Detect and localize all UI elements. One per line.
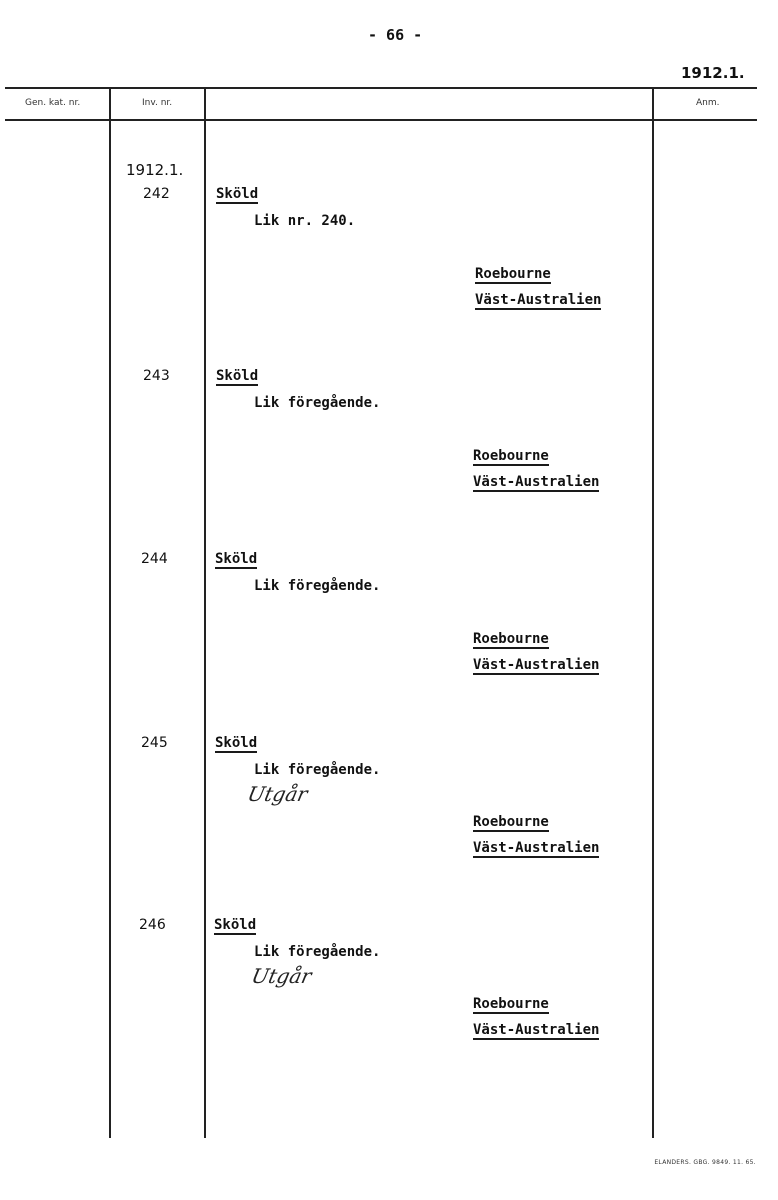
inv-number: 246 [139, 917, 166, 933]
entry-title: Sköld [215, 735, 258, 751]
entry-region: Väst-Australien [473, 474, 600, 490]
column-divider-2 [204, 88, 206, 1138]
entry-title: Sköld [216, 368, 259, 384]
entry-description: Lik föregående. [254, 944, 381, 960]
page-number: - 66 - [368, 26, 423, 44]
printer-mark: ELANDERS. GBG. 9849. 11. 65. [654, 1159, 756, 1166]
handwritten-note: Utgår [245, 782, 310, 806]
inv-number: 242 [143, 186, 170, 202]
column-divider-1 [109, 88, 111, 1138]
column-header-gen-kat: Gen. kat. nr. [25, 98, 81, 108]
header-bottom-rule [5, 119, 757, 121]
entry-title: Sköld [216, 186, 259, 202]
entry-title: Sköld [214, 917, 257, 933]
entry-description: Lik föregående. [254, 762, 381, 778]
entry-place: Roebourne [473, 448, 549, 464]
section-year: 1912.1. [126, 161, 184, 179]
entry-description: Lik nr. 240. [254, 213, 356, 229]
column-divider-3 [652, 88, 654, 1138]
entry-place: Roebourne [473, 631, 549, 647]
entry-title: Sköld [215, 551, 258, 567]
column-header-inv: Inv. nr. [142, 98, 173, 108]
entry-place: Roebourne [473, 996, 549, 1012]
entry-place: Roebourne [473, 814, 549, 830]
entry-region: Väst-Australien [473, 657, 600, 673]
entry-description: Lik föregående. [254, 395, 381, 411]
year-header: 1912.1. [681, 64, 745, 82]
entry-place: Roebourne [475, 266, 551, 282]
entry-region: Väst-Australien [475, 292, 602, 308]
inv-number: 244 [141, 551, 168, 567]
entry-region: Väst-Australien [473, 840, 600, 856]
entry-region: Väst-Australien [473, 1022, 600, 1038]
inv-number: 245 [141, 735, 168, 751]
handwritten-note: Utgår [249, 964, 314, 988]
column-header-anm: Anm. [696, 98, 720, 108]
entry-description: Lik föregående. [254, 578, 381, 594]
header-top-rule [5, 87, 757, 89]
inv-number: 243 [143, 368, 170, 384]
